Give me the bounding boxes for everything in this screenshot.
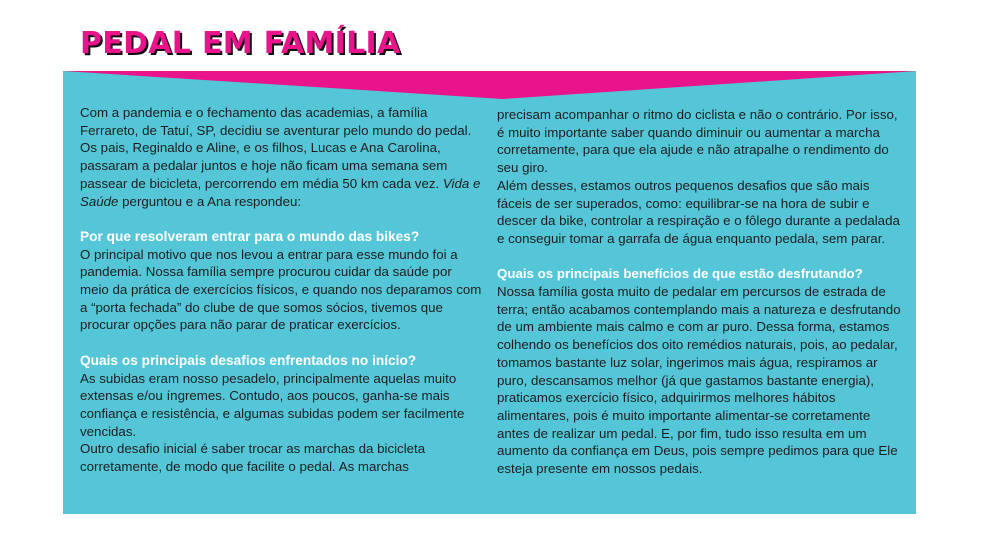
answer-3: Nossa família gosta muito de pedalar em percursos de estrada de terra; então acabamos contemplando mais a natureza e desfrutando de um ambiente mais calmo e com ar puro. Dessa forma, estamos colhendo os benefícios dos oito remédios naturais, pois, ao pedalar, tomamos bastante luz solar, ingerimos mais água, respiramos ar puro, descansamos melhor (já que gastamos bastante energia), praticamos exercício físico, adquirirmos melhores hábitos alimentares, pois é muito importante alimentar-se corretamente antes de realizar um pedal. E, por fim, tudo isso resulta em um aumento da confiança em Deus, pois sempre pedimos para que Ele esteja presente em nossos pedais. (497, 284, 901, 477)
answer-1: O principal motivo que nos levou a entrar para esse mundo foi a pandemia. Nossa família sempre procurou cuidar da saúde por meio da prática de exercícios físicos, e quando nos deparamos com a “porta fechada” do clube de que somos sócios, tivemos que procurar opções para não parar de praticar exercícios. (80, 246, 482, 333)
intro-paragraph (80, 104, 482, 210)
intro-text: Com a pandemia e o fechamento das academias, a família Ferrareto, de Tatuí, SP, decidiu se aventurar pelo mundo do pedal. Os pais, Reginaldo e Aline, e os filhos, Lucas e Ana Carolina, passaram a pedalar juntos e hoje não ficam uma semana sem passear de bicicleta, percorrendo em média 50 km cada vez. (80, 105, 472, 191)
question-2: Quais os principais desafios enfrentados no início? (80, 352, 417, 368)
answer-2-continued: precisam acompanhar o ritmo do ciclista e não o contrário. Por isso, é muito importante saber quando diminuir ou aumentar a marcha corretamente, para que ela ajude e não atrapalhe o rendimento do seu giro. (497, 107, 898, 176)
question-3: Quais os principais benefícios de que estão desfrutando? (497, 266, 863, 282)
question-1: Por que resolveram entrar para o mundo das bikes? (80, 228, 420, 244)
magazine-name: Vida e Saúde (80, 175, 481, 209)
pink-banner-arrow (63, 71, 916, 101)
right-column (497, 106, 901, 478)
left-column (80, 104, 482, 476)
article-title: PEDAL EM FAMÍLIA (80, 26, 401, 61)
answer-2-paragraph-1: As subidas eram nosso pesadelo, principalmente aquelas muito extensas e/ou íngremes. Contudo, aos poucos, ganha-se mais confiança e resistência, e algumas subidas podem ser facilmente vencidas. (80, 370, 465, 439)
intro-text-end: perguntou e a Ana respondeu: (118, 193, 302, 209)
answer-2-paragraph-2: Outro desafio inicial é saber trocar as marchas da bicicleta corretamente, de modo que facilite o pedal. As marchas (80, 441, 426, 475)
answer-2-paragraph-3: Além desses, estamos outros pequenos desafios que são mais fáceis de ser superados, como: equilibrar-se na hora de subir e descer da bike, controlar a respiração e o fôlego durante a pedalada e conseguir tomar a garrafa de água enquanto pedala, sem parar. (497, 177, 900, 246)
